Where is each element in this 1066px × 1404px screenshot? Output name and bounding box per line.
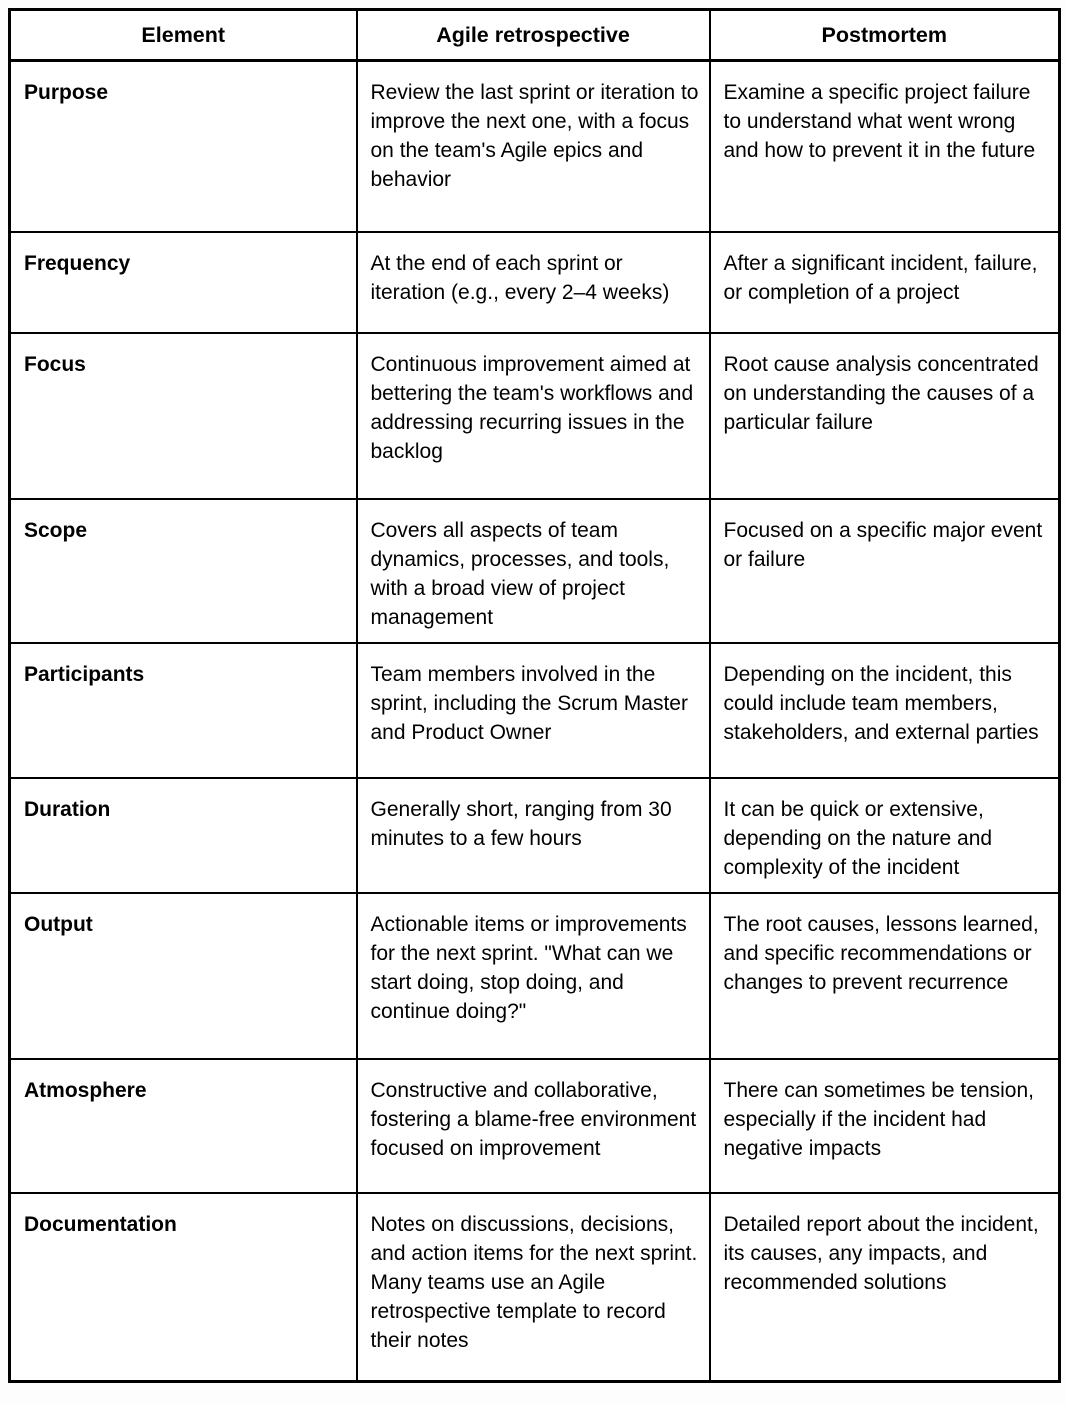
column-header-element: Element bbox=[10, 10, 357, 61]
element-cell: Output bbox=[10, 893, 357, 1059]
table-row-documentation bbox=[10, 1193, 1060, 1382]
agile-cell: Generally short, ranging from 30 minutes to a few hours bbox=[357, 778, 710, 893]
element-cell: Purpose bbox=[10, 61, 357, 233]
postmortem-cell: Detailed report about the incident, its causes, any impacts, and recommended solutions bbox=[710, 1193, 1060, 1382]
table-row-duration bbox=[10, 778, 1060, 893]
table-row-participants bbox=[10, 643, 1060, 778]
postmortem-cell: Focused on a specific major event or failure bbox=[710, 499, 1060, 643]
table-row-atmosphere bbox=[10, 1059, 1060, 1193]
element-cell: Focus bbox=[10, 333, 357, 499]
element-cell: Atmosphere bbox=[10, 1059, 357, 1193]
postmortem-cell: Root cause analysis concentrated on understanding the causes of a particular failure bbox=[710, 333, 1060, 499]
agile-cell: Review the last sprint or iteration to improve the next one, with a focus on the team's Agile epics and behavior bbox=[357, 61, 710, 233]
agile-cell: Continuous improvement aimed at bettering the team's workflows and addressing recurring issues in the backlog bbox=[357, 333, 710, 499]
column-header-agile-retrospective: Agile retrospective bbox=[357, 10, 710, 61]
header-row bbox=[10, 10, 1060, 61]
postmortem-cell: The root causes, lessons learned, and specific recommendations or changes to prevent recurrence bbox=[710, 893, 1060, 1059]
agile-cell: Notes on discussions, decisions, and action items for the next sprint. Many teams use an Agile retrospective template to record their notes bbox=[357, 1193, 710, 1382]
postmortem-cell: It can be quick or extensive, depending on the nature and complexity of the incident bbox=[710, 778, 1060, 893]
postmortem-cell: Depending on the incident, this could include team members, stakeholders, and external parties bbox=[710, 643, 1060, 778]
column-header-postmortem: Postmortem bbox=[710, 10, 1060, 61]
element-cell: Duration bbox=[10, 778, 357, 893]
agile-cell: Constructive and collaborative, fostering a blame-free environment focused on improvement bbox=[357, 1059, 710, 1193]
element-cell: Documentation bbox=[10, 1193, 357, 1382]
comparison-table bbox=[8, 8, 1061, 1383]
agile-cell: Actionable items or improvements for the next sprint. "What can we start doing, stop doing, and continue doing?" bbox=[357, 893, 710, 1059]
agile-cell: At the end of each sprint or iteration (e.g., every 2–4 weeks) bbox=[357, 232, 710, 333]
table-row-output bbox=[10, 893, 1060, 1059]
table-row-focus bbox=[10, 333, 1060, 499]
element-cell: Frequency bbox=[10, 232, 357, 333]
postmortem-cell: After a significant incident, failure, or completion of a project bbox=[710, 232, 1060, 333]
table-row-frequency bbox=[10, 232, 1060, 333]
table-row-scope bbox=[10, 499, 1060, 643]
element-cell: Scope bbox=[10, 499, 357, 643]
agile-cell: Team members involved in the sprint, including the Scrum Master and Product Owner bbox=[357, 643, 710, 778]
postmortem-cell: There can sometimes be tension, especially if the incident had negative impacts bbox=[710, 1059, 1060, 1193]
element-cell: Participants bbox=[10, 643, 357, 778]
agile-cell: Covers all aspects of team dynamics, processes, and tools, with a broad view of project management bbox=[357, 499, 710, 643]
postmortem-cell: Examine a specific project failure to understand what went wrong and how to prevent it in the future bbox=[710, 61, 1060, 233]
table-row-purpose bbox=[10, 61, 1060, 233]
